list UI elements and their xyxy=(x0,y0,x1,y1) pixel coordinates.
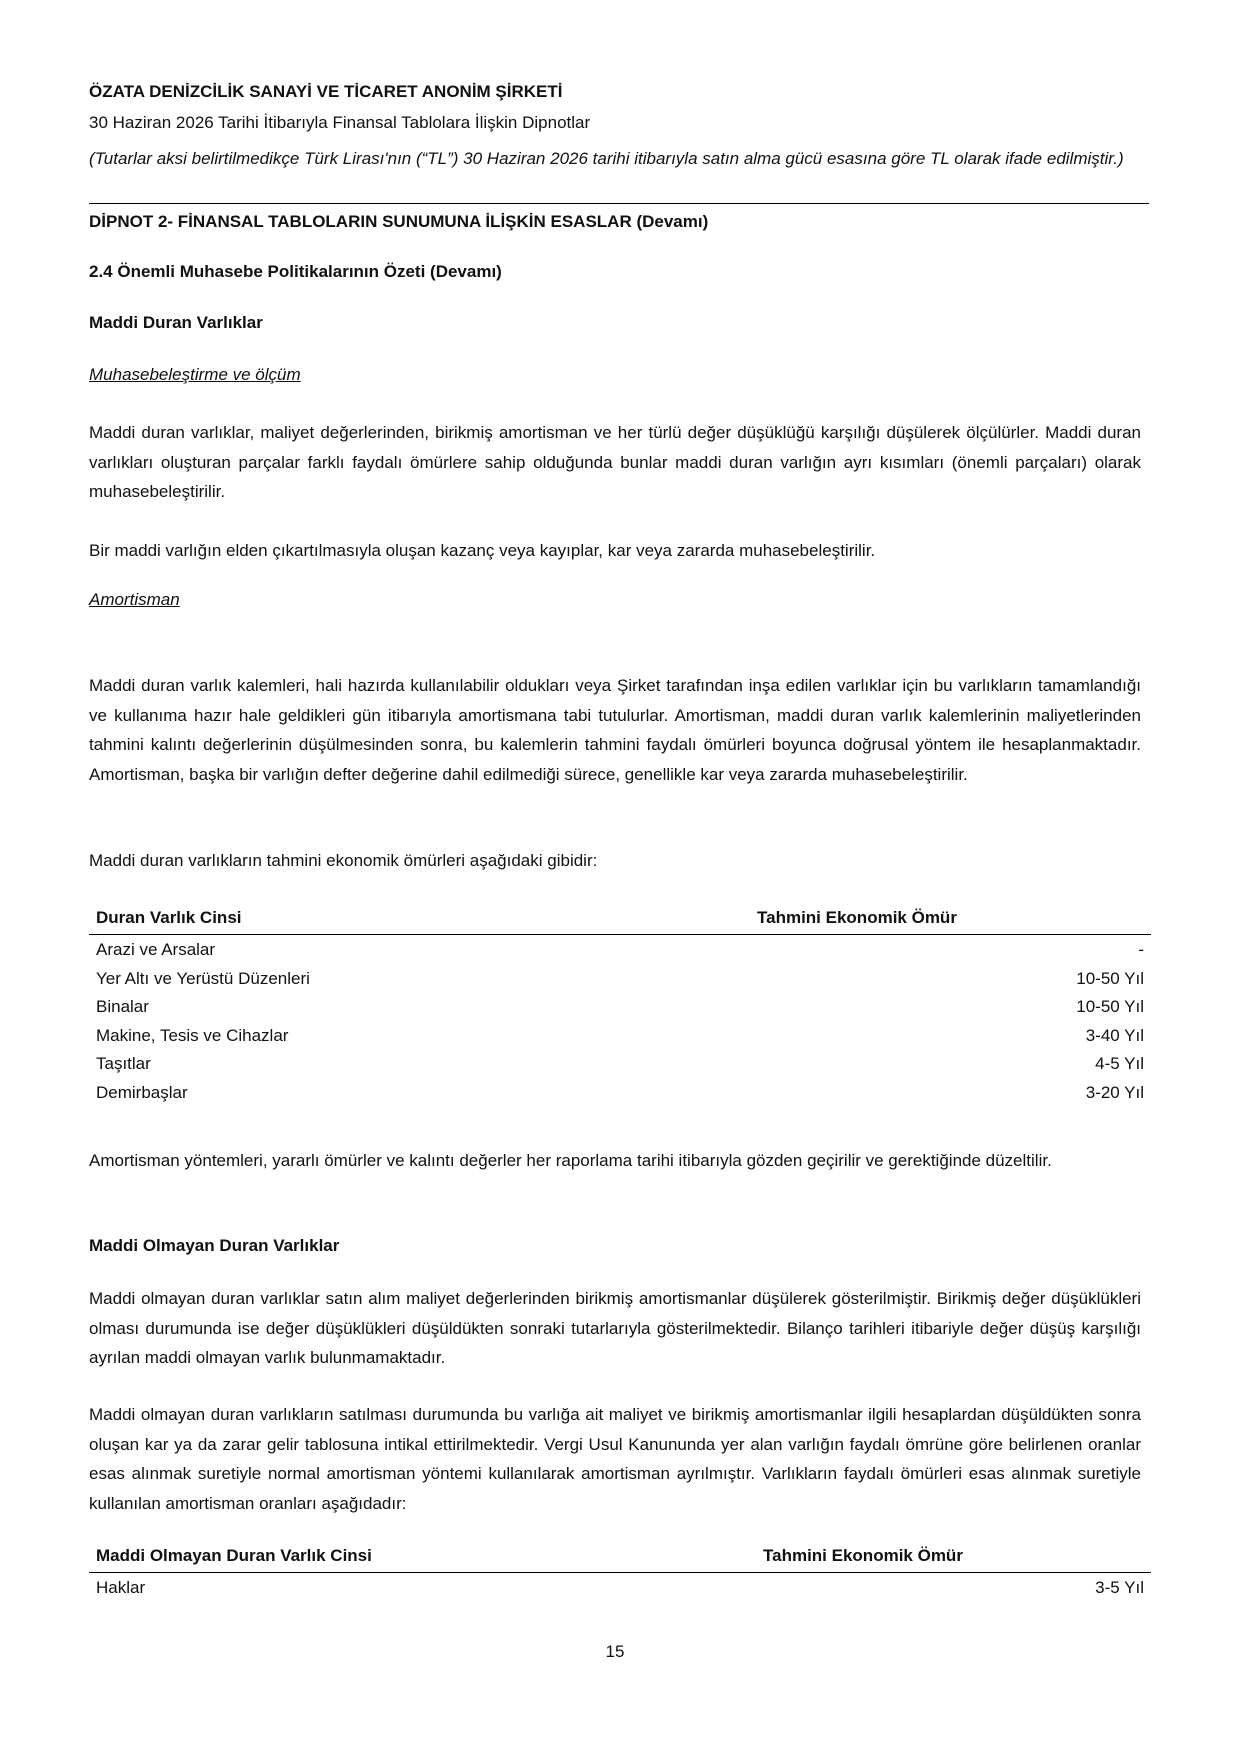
table-row xyxy=(89,964,1151,993)
intangible-paragraph-2: Maddi olmayan duran varlıkların satılması durumunda bu varlığa ait maliyet ve birikmiş amortismanlar ilgili hesaplardan düşüldükten sonra oluşan kar ya da zarar gelir tablosuna intikal ettirilmektedir. Vergi Usul Kanununda yer alan varlığın faydalı ömrüne göre belirlenen oranlar esas alınmak suretiyle normal amortisman yöntemi kullanılarak amortisman ayrılmıştır. Varlıkların faydalı ömürleri esas alınmak suretiyle kullanılan amortisman oranları aşağıdadır: xyxy=(89,1405,1141,1513)
tangible-assets-title: Maddi Duran Varlıklar xyxy=(89,313,263,332)
asset-life: 3-40 Yıl xyxy=(1085,1025,1144,1045)
asset-name: Makine, Tesis ve Cihazlar xyxy=(96,1025,289,1045)
asset-name: Haklar xyxy=(96,1578,146,1597)
column-header-asset-type: Duran Varlık Cinsi xyxy=(96,908,242,927)
currency-note: (Tutarlar aksi belirtilmedikçe Türk Lirası'nın (“TL”) 30 Haziran 2026 tarihi itibarıyla satın alma gücü esasına göre TL olarak ifade edilmiştir.) xyxy=(89,149,1124,168)
intangible-assets-title: Maddi Olmayan Duran Varlıklar xyxy=(89,1236,340,1255)
tangible-paragraph-2: Bir maddi varlığın elden çıkartılmasıyla oluşan kazanç veya kayıplar, kar veya zararda muhasebeleştirilir. xyxy=(89,541,876,560)
intangible-paragraph-1: Maddi olmayan duran varlıklar satın alım maliyet değerlerinden birikmiş amortismanlar düşülerek gösterilmiştir. Birikmiş değer düşüklükleri olması durumunda ise değer düşüklükleri düşüldükten sonraki tutarlarıyla gösterilmektedir. Bilanço tarihleri itibariyle değer düşüş karşılığı ayrılan maddi olmayan varlık bulunmamaktadır. xyxy=(89,1289,1141,1367)
depreciation-subheading: Amortisman xyxy=(89,590,180,609)
asset-name: Yer Altı ve Yerüstü Düzenleri xyxy=(96,968,310,988)
section-title: 2.4 Önemli Muhasebe Politikalarının Özeti (Devamı) xyxy=(89,262,502,281)
column-header-economic-life: Tahmini Ekonomik Ömür xyxy=(757,908,957,927)
table-row xyxy=(89,1078,1151,1107)
intangible-life-table xyxy=(89,1542,1151,1602)
tangible-paragraph-1: Maddi duran varlıklar, maliyet değerlerinden, birikmiş amortisman ve her türlü değer düşüklüğü karşılığı düşülerek ölçülürler. Maddi duran varlıkları oluşturan parçalar farklı faydalı ömürlere sahip olduğunda bunlar maddi duran varlığın ayrı kısımları (önemli parçaları) olarak muhasebeleştirilir. xyxy=(89,423,1141,501)
column-header-economic-life: Tahmini Ekonomik Ömür xyxy=(763,1546,963,1565)
table-row xyxy=(89,1021,1151,1050)
company-name: ÖZATA DENİZCİLİK SANAYİ VE TİCARET ANONİM ŞİRKETİ xyxy=(89,82,563,101)
asset-name: Arazi ve Arsalar xyxy=(96,940,216,959)
table-row xyxy=(89,1049,1151,1078)
asset-life: 4-5 Yıl xyxy=(1095,1054,1144,1073)
asset-life: 3-20 Yıl xyxy=(1085,1082,1144,1102)
table-header xyxy=(89,1542,1151,1573)
table-row xyxy=(89,1573,1151,1602)
header-divider xyxy=(89,203,1149,204)
asset-life: 10-50 Yıl xyxy=(1076,997,1144,1016)
recognition-subheading: Muhasebeleştirme ve ölçüm xyxy=(89,365,301,384)
asset-name: Taşıtlar xyxy=(96,1054,151,1073)
tangible-life-table xyxy=(89,904,1151,1106)
column-header-asset-type: Maddi Olmayan Duran Varlık Cinsi xyxy=(96,1546,372,1565)
asset-life: 3-5 Yıl xyxy=(1095,1578,1144,1597)
tangible-paragraph-4: Maddi duran varlıkların tahmini ekonomik ömürleri aşağıdaki gibidir: xyxy=(89,851,598,870)
report-subtitle: 30 Haziran 2026 Tarihi İtibarıyla Finansal Tablolara İlişkin Dipnotlar xyxy=(89,113,591,132)
tangible-paragraph-3: Maddi duran varlık kalemleri, hali hazırda kullanılabilir oldukları veya Şirket tarafından inşa edilen varlıklar için bu varlıkların tamamlandığı ve kullanıma hazır hale geldikleri gün itibarıyla amortismana tabi tutulurlar. Amortisman, maddi duran varlık kalemlerinin maliyetlerinden tahmini kalıntı değerlerinin düşülmesinden sonra, bu kalemlerin tahmini faydalı ömürleri boyunca doğrusal yöntem ile hesaplanmaktadır. Amortisman, başka bir varlığın defter değerine dahil edilmediği sürece, genellikle kar veya zararda muhasebeleştirilir. xyxy=(89,676,1141,784)
tangible-paragraph-5: Amortisman yöntemleri, yararlı ömürler ve kalıntı değerler her raporlama tarihi itibarıyla gözden geçirilir ve gerektiğinde düzeltilir. xyxy=(89,1151,1052,1170)
table-row xyxy=(89,935,1151,964)
asset-life: 10-50 Yıl xyxy=(1076,968,1144,988)
asset-name: Binalar xyxy=(96,997,149,1016)
asset-name: Demirbaşlar xyxy=(96,1082,188,1102)
table-row xyxy=(89,992,1151,1021)
page-number: 15 xyxy=(605,1642,625,1661)
table-header xyxy=(89,904,1151,935)
asset-life: - xyxy=(1138,940,1144,959)
dipnot-title: DİPNOT 2- FİNANSAL TABLOLARIN SUNUMUNA İLİŞKİN ESASLAR (Devamı) xyxy=(89,212,709,231)
